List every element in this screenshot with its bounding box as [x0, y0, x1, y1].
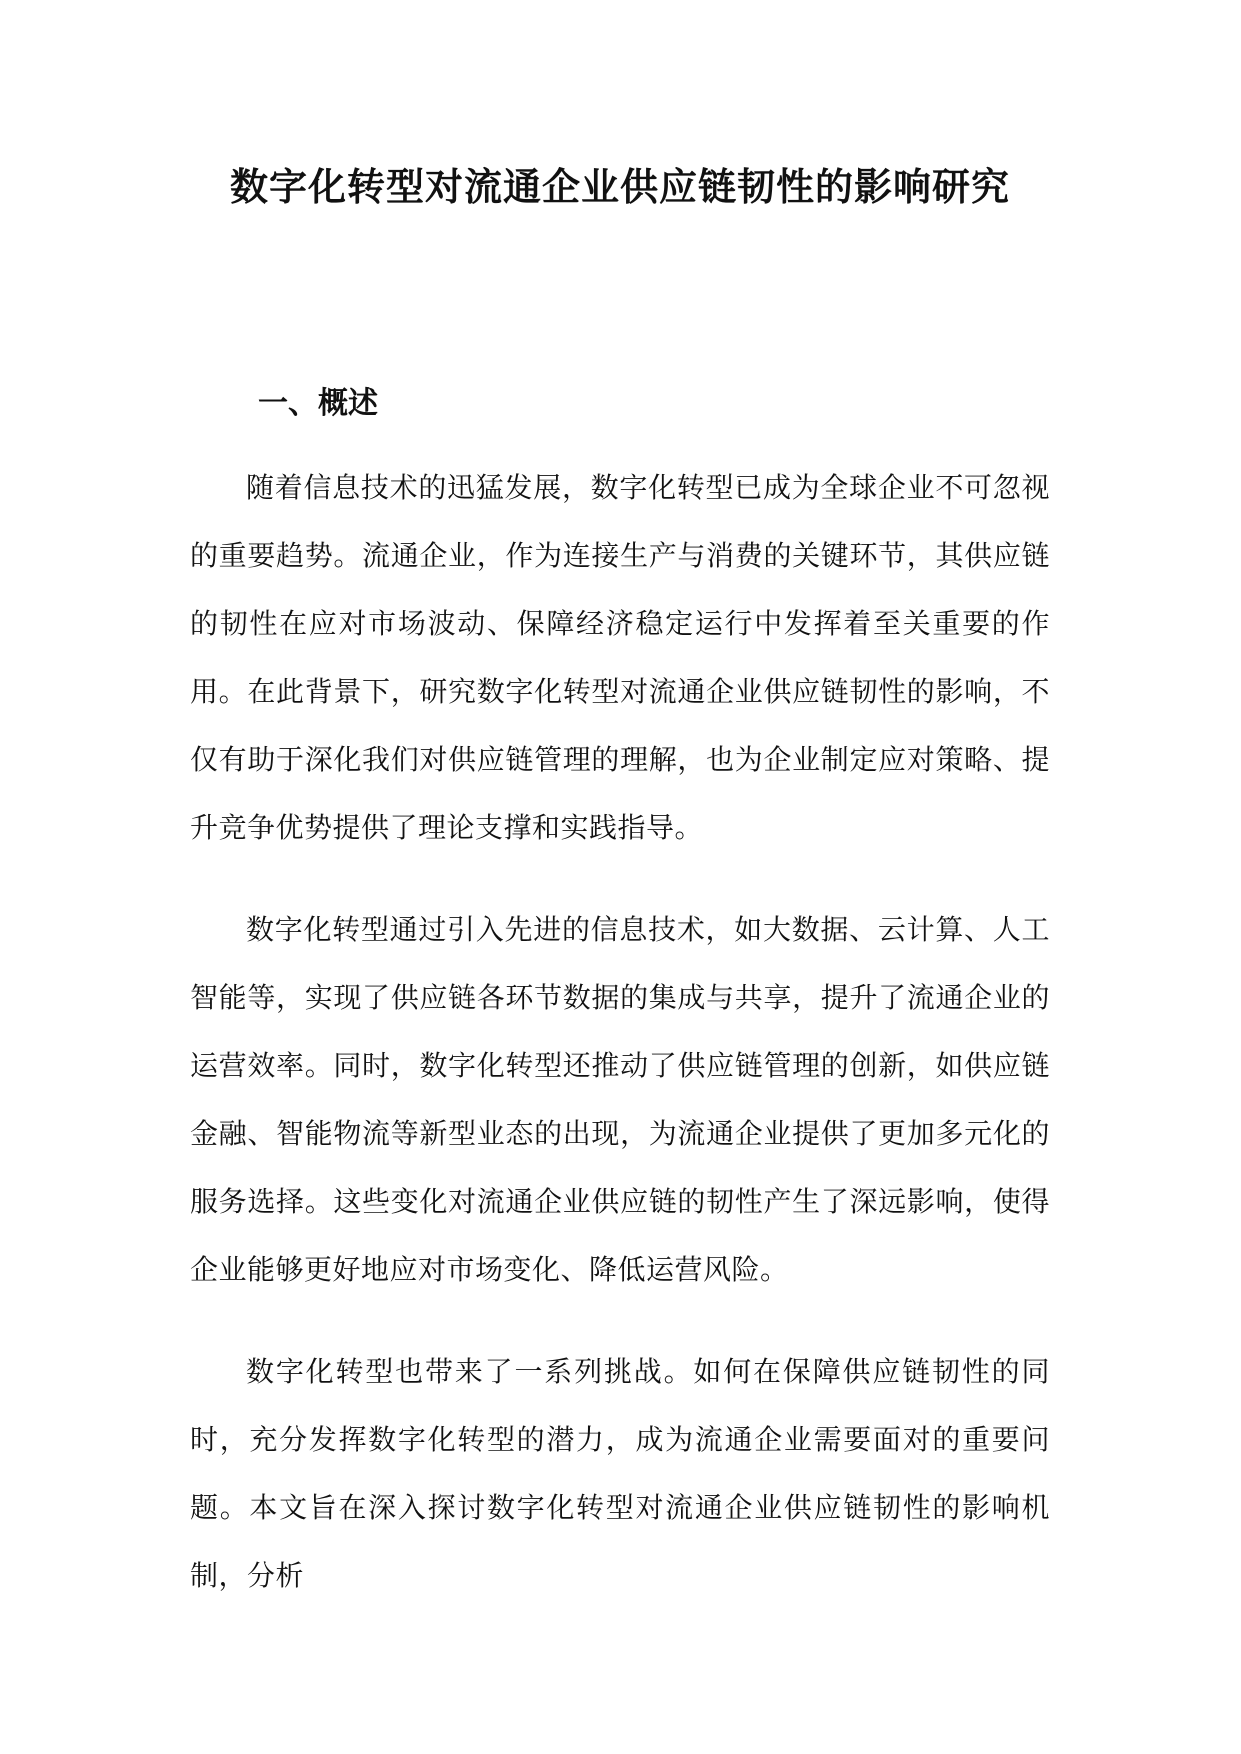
- section-heading: 一、概述: [258, 386, 378, 421]
- body-paragraph: 数字化转型通过引入先进的信息技术，如大数据、云计算、人工智能等，实现了供应链各环节数据的集成与共享，提升了流通企业的运营效率。同时，数字化转型还推动了供应链管理的创新，如供应链金融、智能物流等新型业态的出现，为流通企业提供了更加多元化的服务选择。这些变化对流通企业供应链的韧性产生了深远影响，使得企业能够更好地应对市场变化、降低运营风险。: [190, 913, 1050, 1286]
- body-paragraph: 数字化转型也带来了一系列挑战。如何在保障供应链韧性的同时，充分发挥数字化转型的潜力，成为流通企业需要面对的重要问题。本文旨在深入探讨数字化转型对流通企业供应链韧性的影响机制，分析: [190, 1355, 1050, 1592]
- body-paragraph: 随着信息技术的迅猛发展，数字化转型已成为全球企业不可忽视的重要趋势。流通企业，作为连接生产与消费的关键环节，其供应链的韧性在应对市场波动、保障经济稳定运行中发挥着至关重要的作用。在此背景下，研究数字化转型对流通企业供应链韧性的影响，不仅有助于深化我们对供应链管理的理解，也为企业制定应对策略、提升竞争优势提供了理论支撑和实践指导。: [190, 471, 1050, 844]
- document-title: 数字化转型对流通企业供应链韧性的影响研究: [230, 165, 1011, 209]
